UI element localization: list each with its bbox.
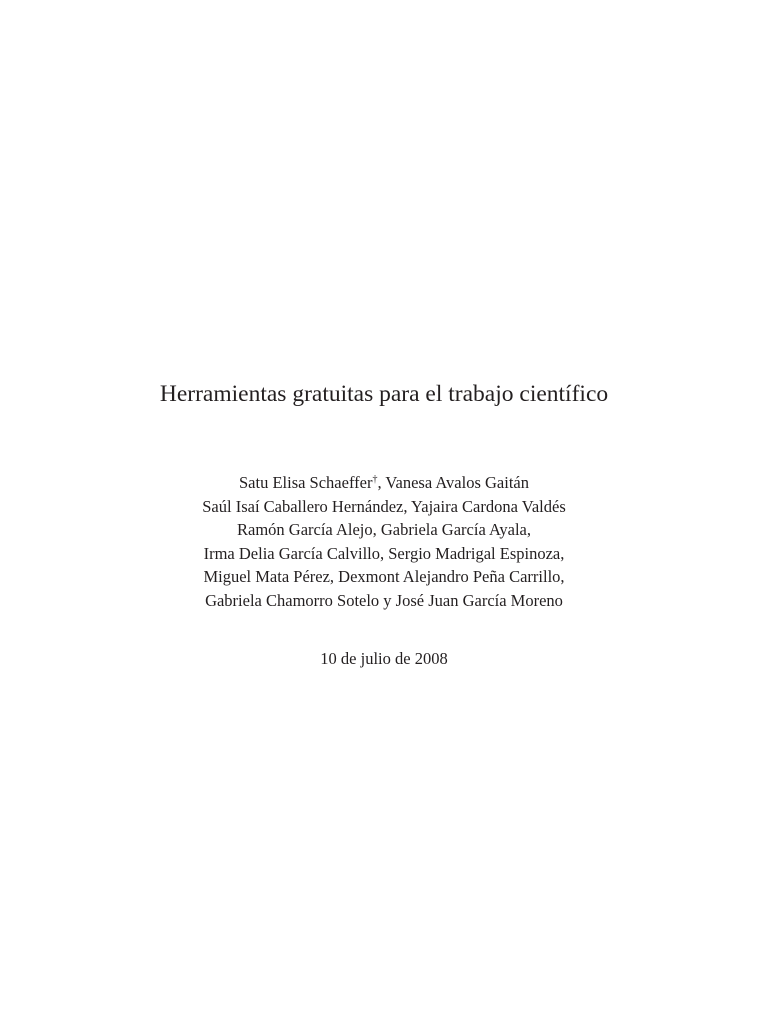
author-name: Satu Elisa Schaeffer [238,473,373,492]
author-line: Irma Delia García Calvillo, Sergio Madrigal Espinoza, [203,543,565,563]
author-list [0,471,768,613]
author-names: , Vanesa Avalos Gaitán [377,473,529,492]
document-title: Herramientas gratuitas para el trabajo científico [159,381,609,407]
author-line: Gabriela Chamorro Sotelo y José Juan García Moreno [205,590,563,610]
footnote-mark: † [372,474,378,485]
author-line: Saúl Isaí Caballero Hernández, Yajaira Cardona Valdés [202,496,566,516]
author-line: Ramón García Alejo, Gabriela García Ayala, [237,520,531,540]
document-date: 10 de julio de 2008 [320,649,448,668]
author-line: Miguel Mata Pérez, Dexmont Alejandro Peña Carrillo, [203,567,565,587]
author-line [0,471,768,495]
